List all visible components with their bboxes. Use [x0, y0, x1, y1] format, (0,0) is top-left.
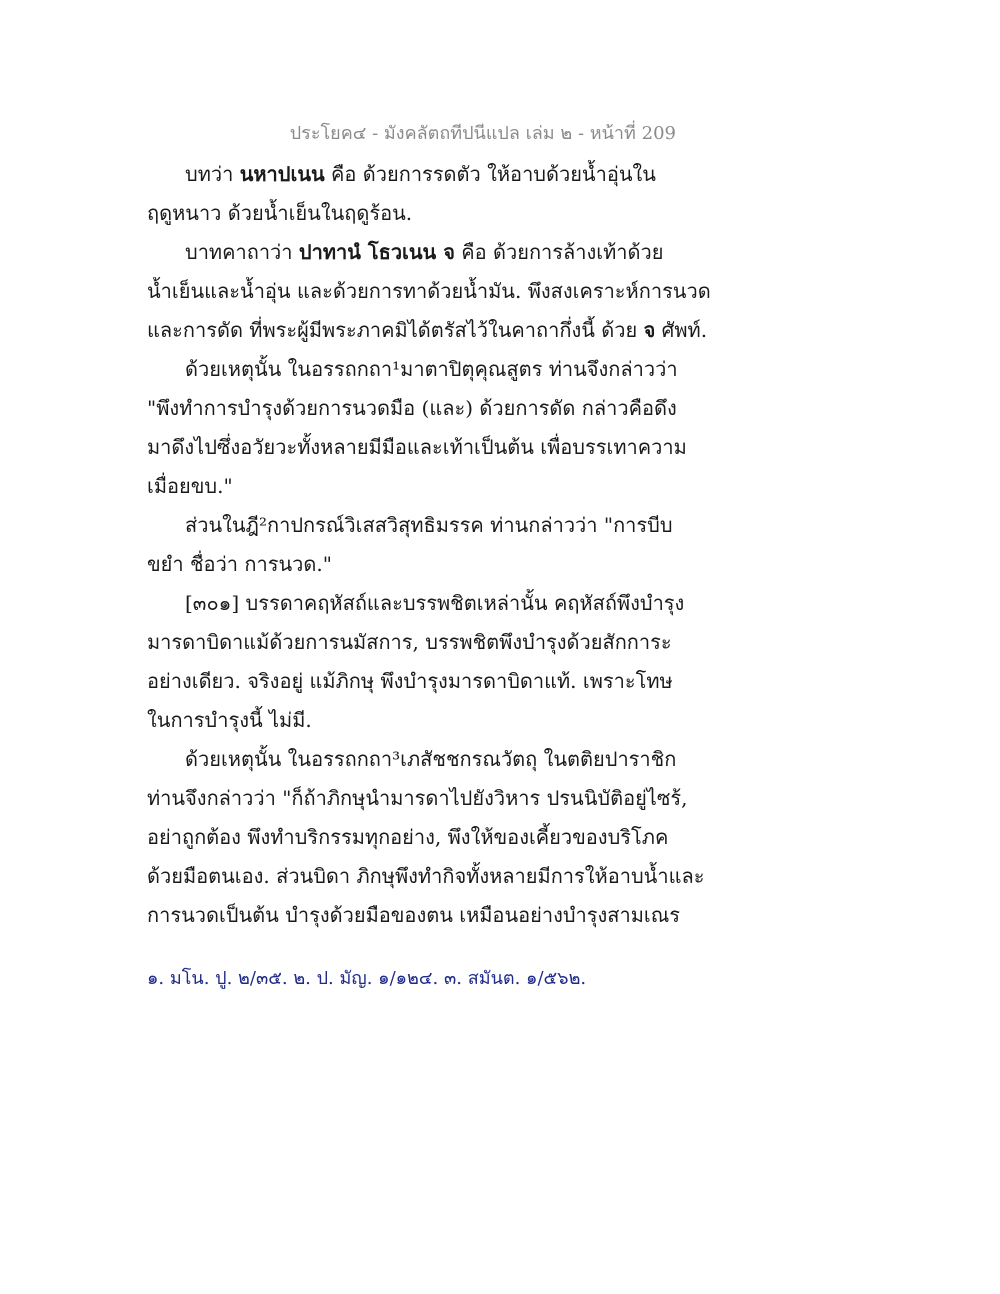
- text-line: ด้วยเหตุนั้น ในอรรถกถา¹มาตาปิตุคุณสูตร ท่านจึงกล่าวว่า: [185, 357, 678, 381]
- text-line: ท่านจึงกล่าวว่า "ก็ถ้าภิกษุนำมารดาไปยังวิหาร ปรนนิบัติอยู่ไซร้,: [147, 786, 688, 810]
- text-line: อย่างเดียว. จริงอยู่ แม้ภิกษุ พึงบำรุงมารดาบิดาแท้. เพราะโทษ: [147, 669, 673, 693]
- text-line: ในการบำรุงนี้ ไม่มี.: [147, 708, 312, 732]
- text-line: ด้วยเหตุนั้น ในอรรถกถา³เภสัชชกรณวัตถุ ในตติยปาราชิก: [185, 747, 677, 771]
- text-line: มาดึงไปซึ่งอวัยวะทั้งหลายมีมือและเท้าเป็นต้น เพื่อบรรเทาความ: [147, 435, 687, 459]
- text-line: [๓๐๑] บรรดาคฤหัสถ์และบรรพชิตเหล่านั้น คฤหัสถ์พึงบำรุง: [185, 591, 685, 615]
- text-line: บทว่า นหาปเนน คือ ด้วยการรดตัว ให้อาบด้วยน้ำอุ่นใน: [185, 162, 656, 186]
- text-line: และการดัด ที่พระผู้มีพระภาคมิได้ตรัสไว้ในคาถากึ่งนี้ ด้วย จ ศัพท์.: [147, 318, 708, 342]
- page-header: ประโยค๔ - มังคลัตถทีปนีแปล เล่ม ๒ - หน้าที่ 209: [289, 123, 676, 144]
- text-line: "พึงทำการบำรุงด้วยการนวดมือ (และ) ด้วยการดัด กล่าวคือดึง: [147, 396, 677, 420]
- text-line: น้ำเย็นและน้ำอุ่น และด้วยการทาด้วยน้ำมัน. พึงสงเคราะห์การนวด: [147, 279, 711, 303]
- text-line: มารดาบิดาแม้ด้วยการนมัสการ, บรรพชิตพึงบำรุงด้วยสักการะ: [147, 630, 672, 654]
- text-line: ด้วยมือตนเอง. ส่วนบิดา ภิกษุพึงทำกิจทั้งหลายมีการให้อาบน้ำและ: [147, 864, 705, 888]
- text-line: ขยำ ชื่อว่า การนวด.": [147, 552, 332, 576]
- text-line: การนวดเป็นต้น บำรุงด้วยมือของตน เหมือนอย่างบำรุงสามเณร: [147, 903, 681, 927]
- body-text: [147, 155, 711, 935]
- text-line: บาทคาถาว่า ปาทานํ โธวเนน จ คือ ด้วยการล้างเท้าด้วย: [185, 240, 664, 264]
- text-line: ส่วนในฎี²กาปกรณ์วิเสสวิสุทธิมรรค ท่านกล่าวว่า "การบีบ: [185, 513, 673, 537]
- footnote: ๑. มโน. ปู. ๒/๓๕. ๒. ป. มัญ. ๑/๑๒๔. ๓. สมันต. ๑/๕๖๒.: [147, 968, 587, 989]
- text-line: เมื่อยขบ.": [147, 474, 233, 498]
- text-line: อย่าถูกต้อง พึงทำบริกรรมทุกอย่าง, พึงให้ของเคี้ยวของบริโภค: [147, 825, 669, 849]
- text-line: ฤดูหนาว ด้วยน้ำเย็นในฤดูร้อน.: [147, 201, 413, 225]
